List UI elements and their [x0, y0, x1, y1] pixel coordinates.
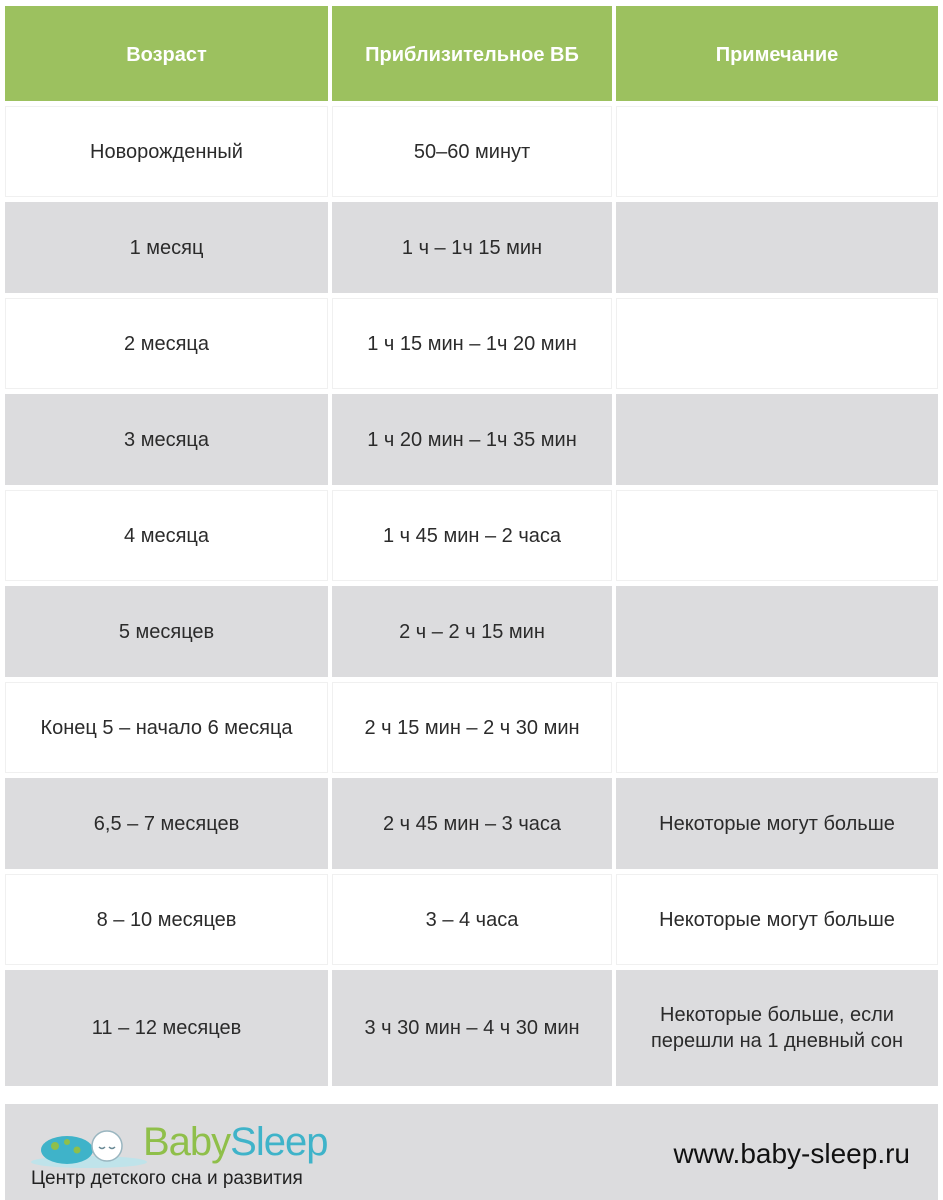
- cell-note: [616, 682, 938, 773]
- table-row: [5, 970, 938, 1086]
- cell-time: 50–60 минут: [332, 106, 612, 197]
- cell-note: [616, 586, 938, 677]
- brand-tagline: Центр детского сна и развития: [31, 1168, 303, 1189]
- table-row: [5, 394, 938, 485]
- cell-age: 3 месяца: [5, 394, 328, 485]
- brand-logo: [143, 1120, 327, 1164]
- cell-time: 3 ч 30 мин – 4 ч 30 мин: [332, 970, 612, 1086]
- cell-note: Некоторые больше, если перешли на 1 дневный сон: [616, 970, 938, 1086]
- cell-age: Конец 5 – начало 6 месяца: [5, 682, 328, 773]
- cell-note: [616, 394, 938, 485]
- cell-time: 1 ч 45 мин – 2 часа: [332, 490, 612, 581]
- cell-note: [616, 298, 938, 389]
- cell-age: 11 – 12 месяцев: [5, 970, 328, 1086]
- table-row: [5, 490, 938, 581]
- cell-age: Новорожденный: [5, 106, 328, 197]
- cell-note: [616, 106, 938, 197]
- header-wake-window: Приблизительное ВБ: [332, 6, 612, 101]
- cell-age: 1 месяц: [5, 202, 328, 293]
- table-row: [5, 586, 938, 677]
- cell-time: 3 – 4 часа: [332, 874, 612, 965]
- header-note: Примечание: [616, 6, 938, 101]
- cell-age: 8 – 10 месяцев: [5, 874, 328, 965]
- header-age: Возраст: [5, 6, 328, 101]
- sleeping-baby-icon: [27, 1118, 157, 1174]
- cell-note: Некоторые могут больше: [616, 874, 938, 965]
- table-row: [5, 682, 938, 773]
- sleep-window-table: [5, 6, 938, 1091]
- cell-time: 1 ч 20 мин – 1ч 35 мин: [332, 394, 612, 485]
- cell-time: 2 ч 15 мин – 2 ч 30 мин: [332, 682, 612, 773]
- cell-note: [616, 490, 938, 581]
- website-link[interactable]: www.baby-sleep.ru: [673, 1138, 910, 1169]
- brand-baby: Baby: [143, 1120, 231, 1164]
- cell-age: 6,5 – 7 месяцев: [5, 778, 328, 869]
- cell-age: 5 месяцев: [5, 586, 328, 677]
- table-row: [5, 778, 938, 869]
- table-row: [5, 202, 938, 293]
- cell-time: 2 ч 45 мин – 3 часа: [332, 778, 612, 869]
- cell-time: 1 ч 15 мин – 1ч 20 мин: [332, 298, 612, 389]
- cell-time: 2 ч – 2 ч 15 мин: [332, 586, 612, 677]
- table-header: [5, 6, 938, 101]
- brand-sleep: Sleep: [230, 1120, 328, 1164]
- cell-age: 4 месяца: [5, 490, 328, 581]
- footer: [5, 1104, 938, 1200]
- cell-note: Некоторые могут больше: [616, 778, 938, 869]
- cell-time: 1 ч – 1ч 15 мин: [332, 202, 612, 293]
- cell-note: [616, 202, 938, 293]
- table-row: [5, 106, 938, 197]
- cell-age: 2 месяца: [5, 298, 328, 389]
- table-row: [5, 298, 938, 389]
- table-row: [5, 874, 938, 965]
